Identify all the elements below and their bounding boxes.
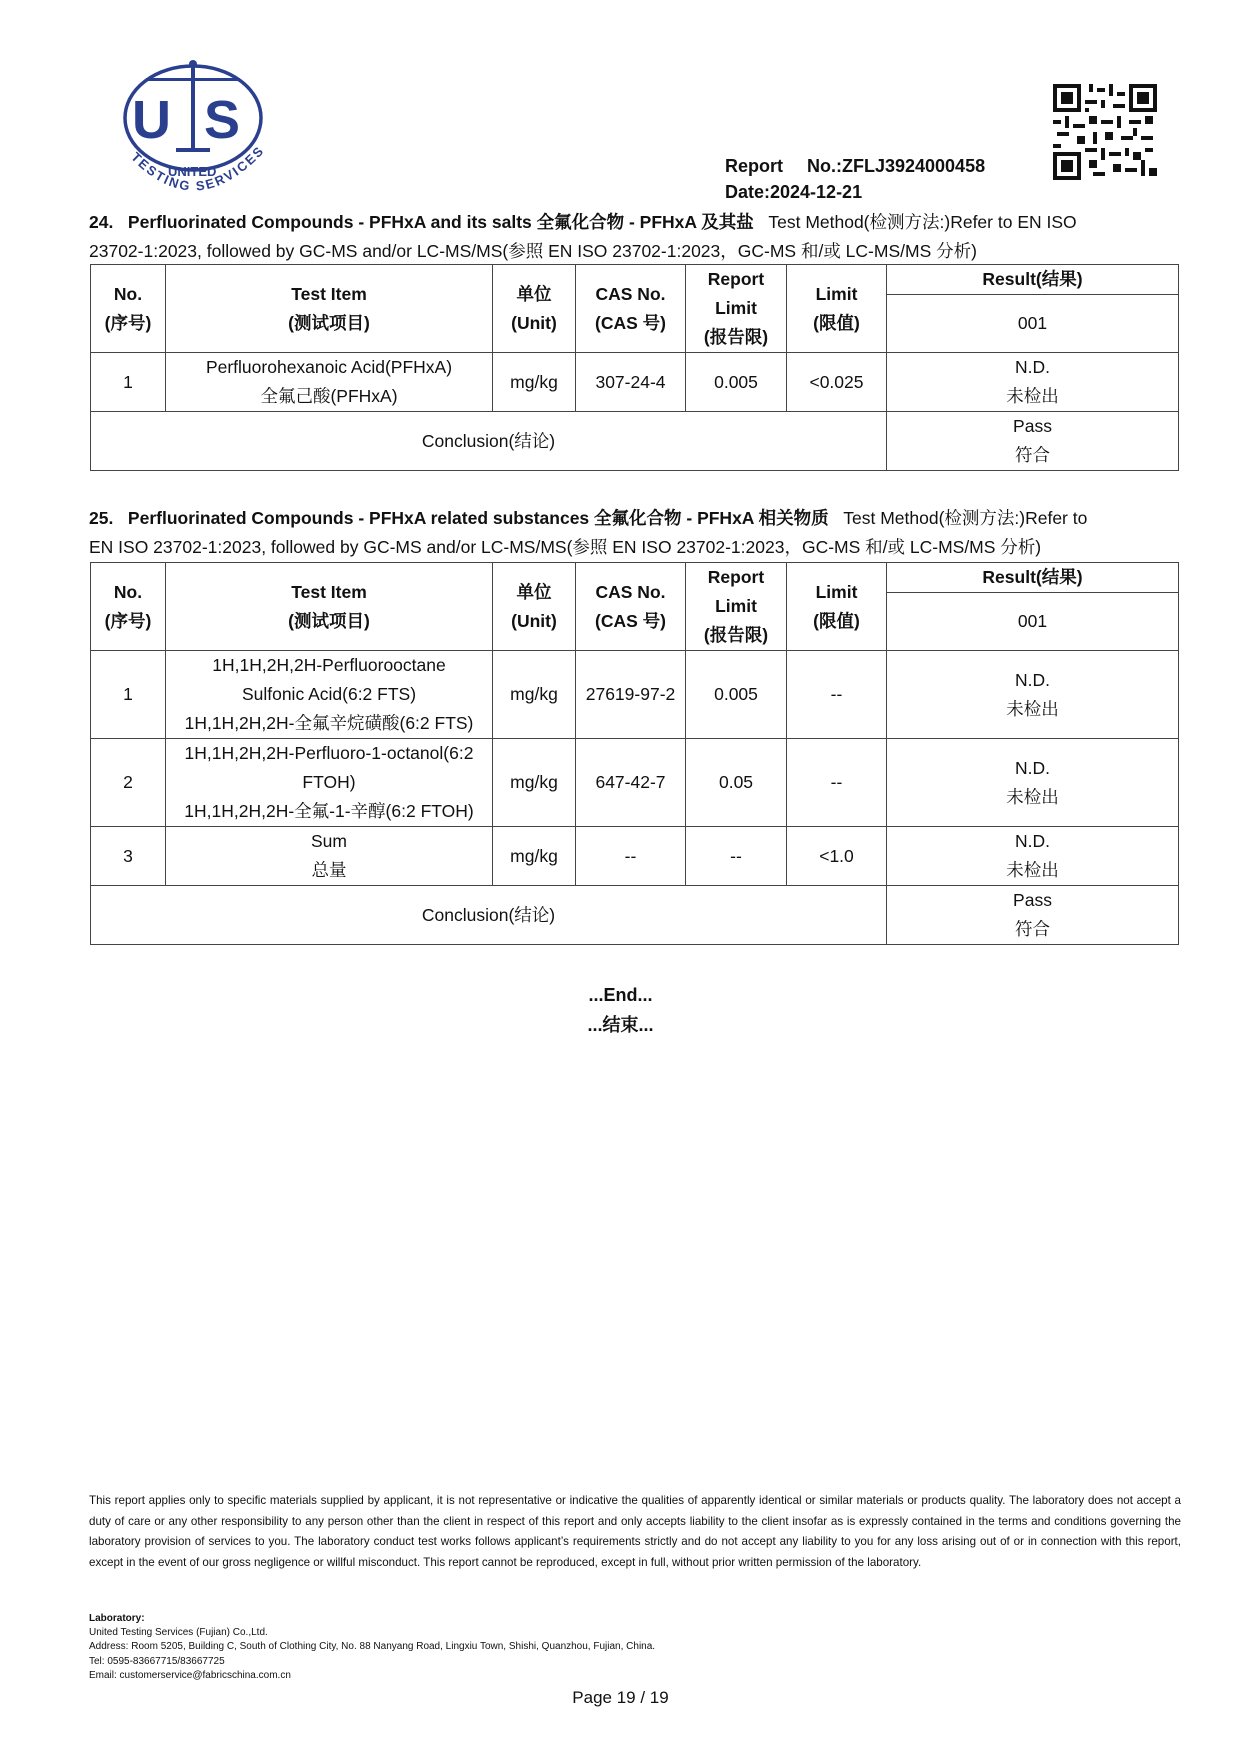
page-number: Page 19 / 19 — [572, 1688, 669, 1707]
section-24-heading — [89, 208, 1179, 266]
cell-unit: mg/kg — [493, 739, 576, 827]
company-logo — [118, 58, 268, 208]
cell-report-limit: 0.005 — [686, 651, 787, 739]
conclusion-value: Pass 符合 — [887, 886, 1179, 945]
header-limit: Limit (限值) — [787, 563, 887, 651]
section-25-heading — [89, 504, 1179, 562]
conclusion-label: Conclusion(结论) — [91, 886, 887, 945]
logo-letter-u: U — [132, 90, 171, 150]
cell-test-item: Sum 总量 — [166, 827, 493, 886]
section-25-title: Perfluorinated Compounds - PFHxA related substances 全氟化合物 - PFHxA 相关物质 — [127, 508, 829, 528]
header-sample-id: 001 — [887, 295, 1179, 353]
cell-result: N.D. 未检出 — [887, 827, 1179, 886]
cell-result: N.D. 未检出 — [887, 353, 1179, 412]
section-24-method-cont: 23702-1:2023, followed by GC-MS and/or LC-MS/MS(参照 EN ISO 23702-1:2023，GC-MS 和/或 LC-MS/MS 分析) — [89, 241, 977, 261]
cell-no: 2 — [91, 739, 166, 827]
cell-test-item: 1H,1H,2H,2H-Perfluoro-1-octanol(6:2 FTOH) 1H,1H,2H,2H-全氟-1-辛醇(6:2 FTOH) — [166, 739, 493, 827]
cell-test-item: Perfluorohexanoic Acid(PFHxA) 全氟己酸(PFHxA) — [166, 353, 493, 412]
header-report-limit: Report Limit (报告限) — [686, 563, 787, 651]
header-no: No. (序号) — [91, 563, 166, 651]
report-number — [725, 156, 985, 177]
section-24-table — [90, 264, 1179, 471]
laboratory-address: Address: Room 5205, Building C, South of Clothing City, No. 88 Nanyang Road, Lingxiu Town, Shishi, Quanzhou, Fujian, China. — [89, 1641, 656, 1653]
section-24-method: Test Method(检测方法:)Refer to EN ISO — [768, 212, 1077, 232]
cell-test-item: 1H,1H,2H,2H-Perfluorooctane Sulfonic Acid(6:2 FTS) 1H,1H,2H,2H-全氟辛烷磺酸(6:2 FTS) — [166, 651, 493, 739]
laboratory-label: Laboratory: — [89, 1613, 145, 1624]
section-24-title: Perfluorinated Compounds - PFHxA and its salts 全氟化合物 - PFHxA 及其盐 — [127, 212, 754, 232]
logo-letter-s: S — [204, 90, 241, 150]
laboratory-tel: Tel: 0595-83667715/83667725 — [89, 1655, 225, 1667]
conclusion-value: Pass 符合 — [887, 412, 1179, 471]
header-report-limit: Report Limit (报告限) — [686, 265, 787, 353]
cell-limit: <1.0 — [787, 827, 887, 886]
section-25-number: 25. — [89, 508, 114, 528]
report-label: Report — [725, 156, 783, 176]
disclaimer: This report applies only to specific materials supplied by applicant, it is not representative or indicative the qualities of apparently identical or similar materials or products quality. The laboratory does not accept a duty of care or any other responsibility to any person other than the client in respect of this report and only accepts liability to the client insofar as is expressly contained in the terms and conditions governing the laboratory provision of services to you. The laboratory conduct test works follows applicant’s requirements strictly and do not accept any liability to you for any loss arising out of or in connection with this report, except in the event of our gross negligence or willful misconduct. This report cannot be reproduced, except in full, without prior written permission of the laboratory. — [89, 1494, 1181, 1570]
table-row — [91, 353, 1179, 412]
cell-result: N.D. 未检出 — [887, 739, 1179, 827]
header-cas: CAS No. (CAS 号) — [576, 563, 686, 651]
cell-cas: 307-24-4 — [576, 353, 686, 412]
conclusion-row — [91, 412, 1179, 471]
qr-code — [1053, 84, 1157, 180]
conclusion-label: Conclusion(结论) — [91, 412, 887, 471]
cell-limit: -- — [787, 739, 887, 827]
laboratory-email: Email: customerservice@fabricschina.com.cn — [89, 1669, 291, 1681]
cell-no: 3 — [91, 827, 166, 886]
end-text-cn: ...结束... — [587, 1015, 654, 1035]
cell-unit: mg/kg — [493, 827, 576, 886]
section-25-method: Test Method(检测方法:)Refer to — [843, 508, 1088, 528]
section-25-method-cont: EN ISO 23702-1:2023, followed by GC-MS and/or LC-MS/MS(参照 EN ISO 23702-1:2023，GC-MS 和/或 LC-MS/MS 分析) — [89, 537, 1042, 557]
header-cas: CAS No. (CAS 号) — [576, 265, 686, 353]
header-no: No. (序号) — [91, 265, 166, 353]
header-result: Result(结果) — [887, 563, 1179, 593]
cell-cas: 27619-97-2 — [576, 651, 686, 739]
section-24-number: 24. — [89, 212, 114, 232]
table-row — [91, 827, 1179, 886]
end-marker — [0, 980, 1241, 1040]
cell-cas: 647-42-7 — [576, 739, 686, 827]
report-no-value: No.:ZFLJ3924000458 — [807, 156, 986, 176]
header-limit: Limit (限值) — [787, 265, 887, 353]
header-test-item: Test Item (测试项目) — [166, 265, 493, 353]
cell-limit: -- — [787, 651, 887, 739]
logo-united-text: UNITED — [168, 164, 217, 179]
laboratory-info — [89, 1612, 655, 1683]
cell-cas: -- — [576, 827, 686, 886]
header-test-item: Test Item (测试项目) — [166, 563, 493, 651]
cell-report-limit: 0.005 — [686, 353, 787, 412]
table-row — [91, 739, 1179, 827]
logo-arc-text: TESTING SERVICES — [128, 142, 268, 194]
header-result: Result(结果) — [887, 265, 1179, 295]
cell-report-limit: 0.05 — [686, 739, 787, 827]
end-text: ...End... — [588, 985, 653, 1005]
cell-unit: mg/kg — [493, 651, 576, 739]
section-25-table — [90, 562, 1179, 945]
header-unit: 单位 (Unit) — [493, 265, 576, 353]
conclusion-row — [91, 886, 1179, 945]
cell-limit: <0.025 — [787, 353, 887, 412]
cell-result: N.D. 未检出 — [887, 651, 1179, 739]
table-row — [91, 651, 1179, 739]
laboratory-name: United Testing Services (Fujian) Co.,Ltd. — [89, 1627, 268, 1639]
header-unit: 单位 (Unit) — [493, 563, 576, 651]
cell-report-limit: -- — [686, 827, 787, 886]
cell-no: 1 — [91, 651, 166, 739]
cell-unit: mg/kg — [493, 353, 576, 412]
header-sample-id: 001 — [887, 593, 1179, 651]
report-date: Date:2024-12-21 — [725, 182, 863, 202]
cell-no: 1 — [91, 353, 166, 412]
